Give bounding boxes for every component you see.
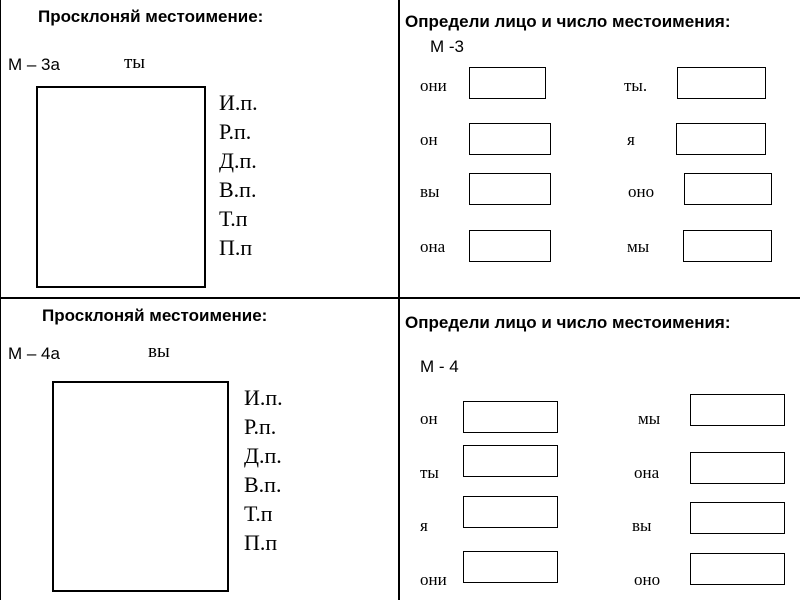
answer-field[interactable] [690, 452, 785, 484]
case-label: П.п [244, 530, 278, 555]
answer-field[interactable] [683, 230, 772, 262]
answer-field[interactable] [469, 123, 551, 155]
task-code: М - 4 [420, 357, 459, 376]
answer-field[interactable] [676, 123, 766, 155]
case-label: И.п. [219, 90, 258, 115]
case-label: И.п. [244, 385, 283, 410]
case-label: Т.п [219, 206, 248, 231]
case-label: Р.п. [244, 414, 277, 439]
answer-field[interactable] [469, 173, 551, 205]
task-title: Просклоняй местоимение: [42, 306, 268, 325]
pronoun-label: мы [627, 237, 650, 256]
answer-field[interactable] [684, 173, 772, 205]
case-label: Т.п [244, 501, 273, 526]
pronoun-label: оно [634, 570, 661, 589]
case-label: П.п [219, 235, 253, 260]
left-border [0, 0, 1, 600]
pronoun-label: она [634, 463, 660, 482]
case-label: Р.п. [219, 119, 252, 144]
answer-field[interactable] [677, 67, 766, 99]
answer-field[interactable] [463, 401, 558, 433]
answer-box[interactable] [52, 381, 229, 592]
task-code: М – 4а [8, 344, 60, 363]
answer-field[interactable] [463, 551, 558, 583]
pronoun-label: я [627, 130, 635, 149]
pronoun-label: она [420, 237, 446, 256]
case-list [244, 383, 283, 557]
answer-box[interactable] [36, 86, 206, 288]
pronoun-label: оно [628, 182, 655, 201]
vertical-divider [398, 0, 400, 600]
task-title: Определи лицо и число местоимения: [405, 12, 731, 31]
horizontal-divider [0, 297, 800, 299]
case-label: Д.п. [219, 148, 257, 173]
pronoun-label: мы [638, 409, 661, 428]
target-pronoun: ты [124, 52, 146, 73]
pronoun-label: он [420, 130, 438, 149]
answer-field[interactable] [690, 502, 785, 534]
pronoun-label: они [420, 76, 447, 95]
answer-field[interactable] [469, 230, 551, 262]
pronoun-label: ты [420, 463, 439, 482]
answer-field[interactable] [463, 496, 558, 528]
case-label: В.п. [219, 177, 257, 202]
task-title: Просклоняй местоимение: [38, 7, 264, 26]
pronoun-label: ты. [624, 76, 648, 95]
case-list [219, 88, 258, 262]
pronoun-label: вы [420, 182, 440, 201]
pronoun-label: они [420, 570, 447, 589]
answer-field[interactable] [469, 67, 546, 99]
pronoun-label: он [420, 409, 438, 428]
task-title: Определи лицо и число местоимения: [405, 313, 731, 332]
pronoun-label: я [420, 516, 428, 535]
answer-field[interactable] [690, 553, 785, 585]
pronoun-label: вы [632, 516, 652, 535]
answer-field[interactable] [463, 445, 558, 477]
case-label: Д.п. [244, 443, 282, 468]
answer-field[interactable] [690, 394, 785, 426]
task-code: М -3 [430, 37, 464, 56]
task-code: М – 3а [8, 55, 60, 74]
target-pronoun: вы [148, 341, 170, 362]
case-label: В.п. [244, 472, 282, 497]
